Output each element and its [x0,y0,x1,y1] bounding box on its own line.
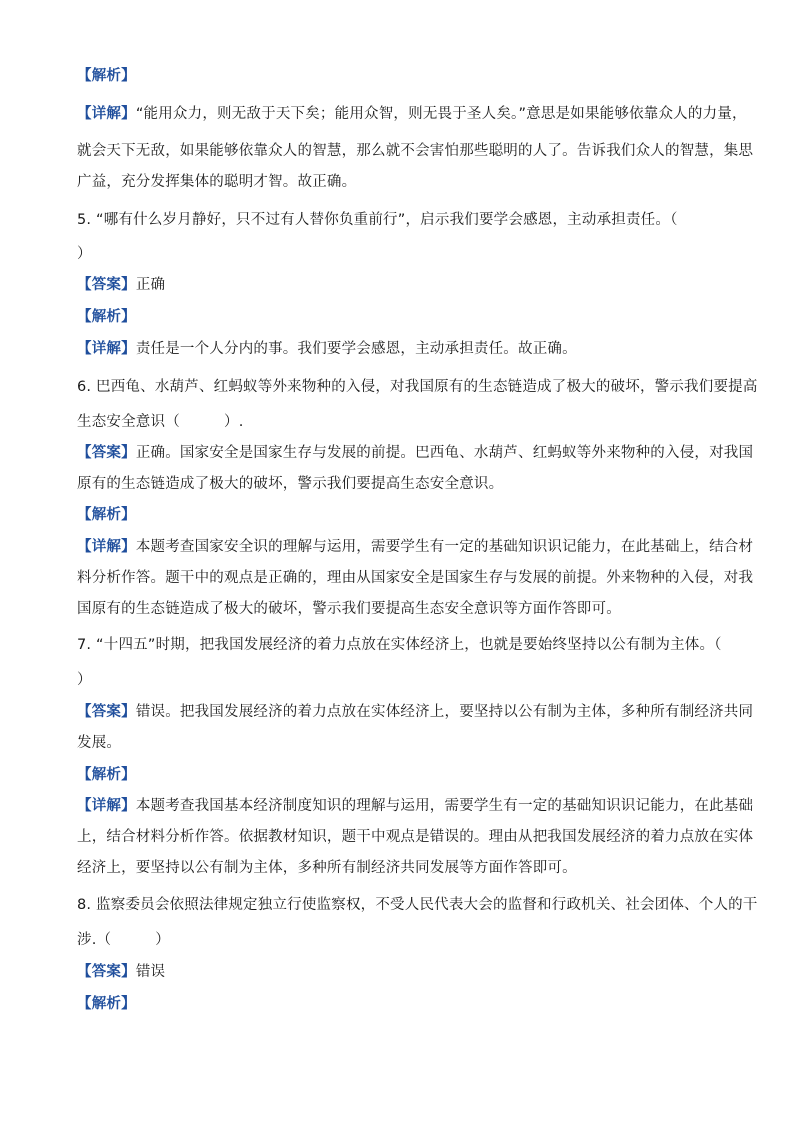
label-analysis: 【解析】 [77,996,136,1012]
question-6-cont: 生态安全意识（ ）. [77,414,244,430]
detail-6: 【详解】本题考查国家安全识的理解与运用，需要学生有一定的基础知识识记能力，在此基础上，结合材 [77,539,754,555]
label-detail: 【详解】 [77,341,136,357]
detail-paragraph-line: 【详解】“能用众力，则无敌于天下矣；能用众智，则无畏于圣人矣。”意思是如果能够依靠众人的力量， [77,106,747,122]
answer-5: 【答案】正确 [77,277,166,293]
analysis-heading [77,765,725,785]
detail-6-cont: 料分析作答。题干中的观点是正确的，理由从国家安全是国家生存与发展的前提。外来物种的入侵，对我 [77,570,754,586]
detail-7-cont: 经济上，要坚持以公有制为主体，多种所有制经济共同发展等方面作答即可。 [77,860,577,876]
label-answer: 【答案】 [77,277,136,293]
answer-7: 【答案】错误。把我国发展经济的着力点放在实体经济上，要坚持以公有制为主体，多种所有制经济共同 [77,704,754,720]
analysis-heading [77,994,725,1014]
analysis-heading [77,307,725,327]
question-5-bracket: ） [77,246,92,262]
label-detail: 【详解】 [77,106,136,122]
analysis-heading [77,505,725,525]
question-8: 8. 监察委员会依照法律规定独立行使监察权，不受人民代表大会的监督和行政机关、社会团体、个人的干 [77,897,758,913]
question-8-cont: 涉.（ ） [77,932,171,948]
answer-6: 【答案】正确。国家安全是国家生存与发展的前提。巴西龟、水葫芦、红蚂蚁等外来物种的入侵，对我国 [77,445,754,461]
label-analysis: 【解析】 [77,309,136,325]
label-detail: 【详解】 [77,798,136,814]
label-analysis: 【解析】 [77,767,136,783]
answer-6-cont: 原有的生态链造成了极大的破坏，警示我们要提高生态安全意识。 [77,476,504,492]
question-7: 7. “十四五”时期，把我国发展经济的着力点放在实体经济上，也就是要始终坚持以公有制为主体。（ [77,637,722,653]
label-detail: 【详解】 [77,539,136,555]
question-5: 5. “哪有什么岁月静好，只不过有人替你负重前行”，启示我们要学会感恩，主动承担责任。（ [77,212,678,228]
label-answer: 【答案】 [77,704,136,720]
label-analysis: 【解析】 [77,68,136,84]
detail-6-cont: 国原有的生态链造成了极大的破坏，警示我们要提高生态安全意识等方面作答即可。 [77,601,621,617]
detail-7: 【详解】本题考查我国基本经济制度知识的理解与运用，需要学生有一定的基础知识识记能力，在此基础 [77,798,754,814]
question-6: 6. 巴西龟、水葫芦、红蚂蚁等外来物种的入侵，对我国原有的生态链造成了极大的破坏，警示我们要提高 [77,379,758,395]
detail-5: 【详解】责任是一个人分内的事。我们要学会感恩，主动承担责任。故正确。 [77,341,577,357]
analysis-heading [77,66,725,86]
question-7-bracket: ） [77,672,92,688]
detail-7-cont: 上，结合材料分析作答。依据教材知识，题干中观点是错误的。理由从把我国发展经济的着力点放在实体 [77,829,754,845]
detail-paragraph-line: 就会天下无敌，如果能够依靠众人的智慧，那么就不会害怕那些聪明的人了。告诉我们众人的智慧，集思 [77,143,754,159]
answer-7-cont: 发展。 [77,735,122,751]
label-analysis: 【解析】 [77,507,136,523]
label-answer: 【答案】 [77,445,136,461]
label-answer: 【答案】 [77,964,136,980]
detail-paragraph-line: 广益，充分发挥集体的聪明才智。故正确。 [77,174,357,190]
answer-8: 【答案】错误 [77,964,166,980]
